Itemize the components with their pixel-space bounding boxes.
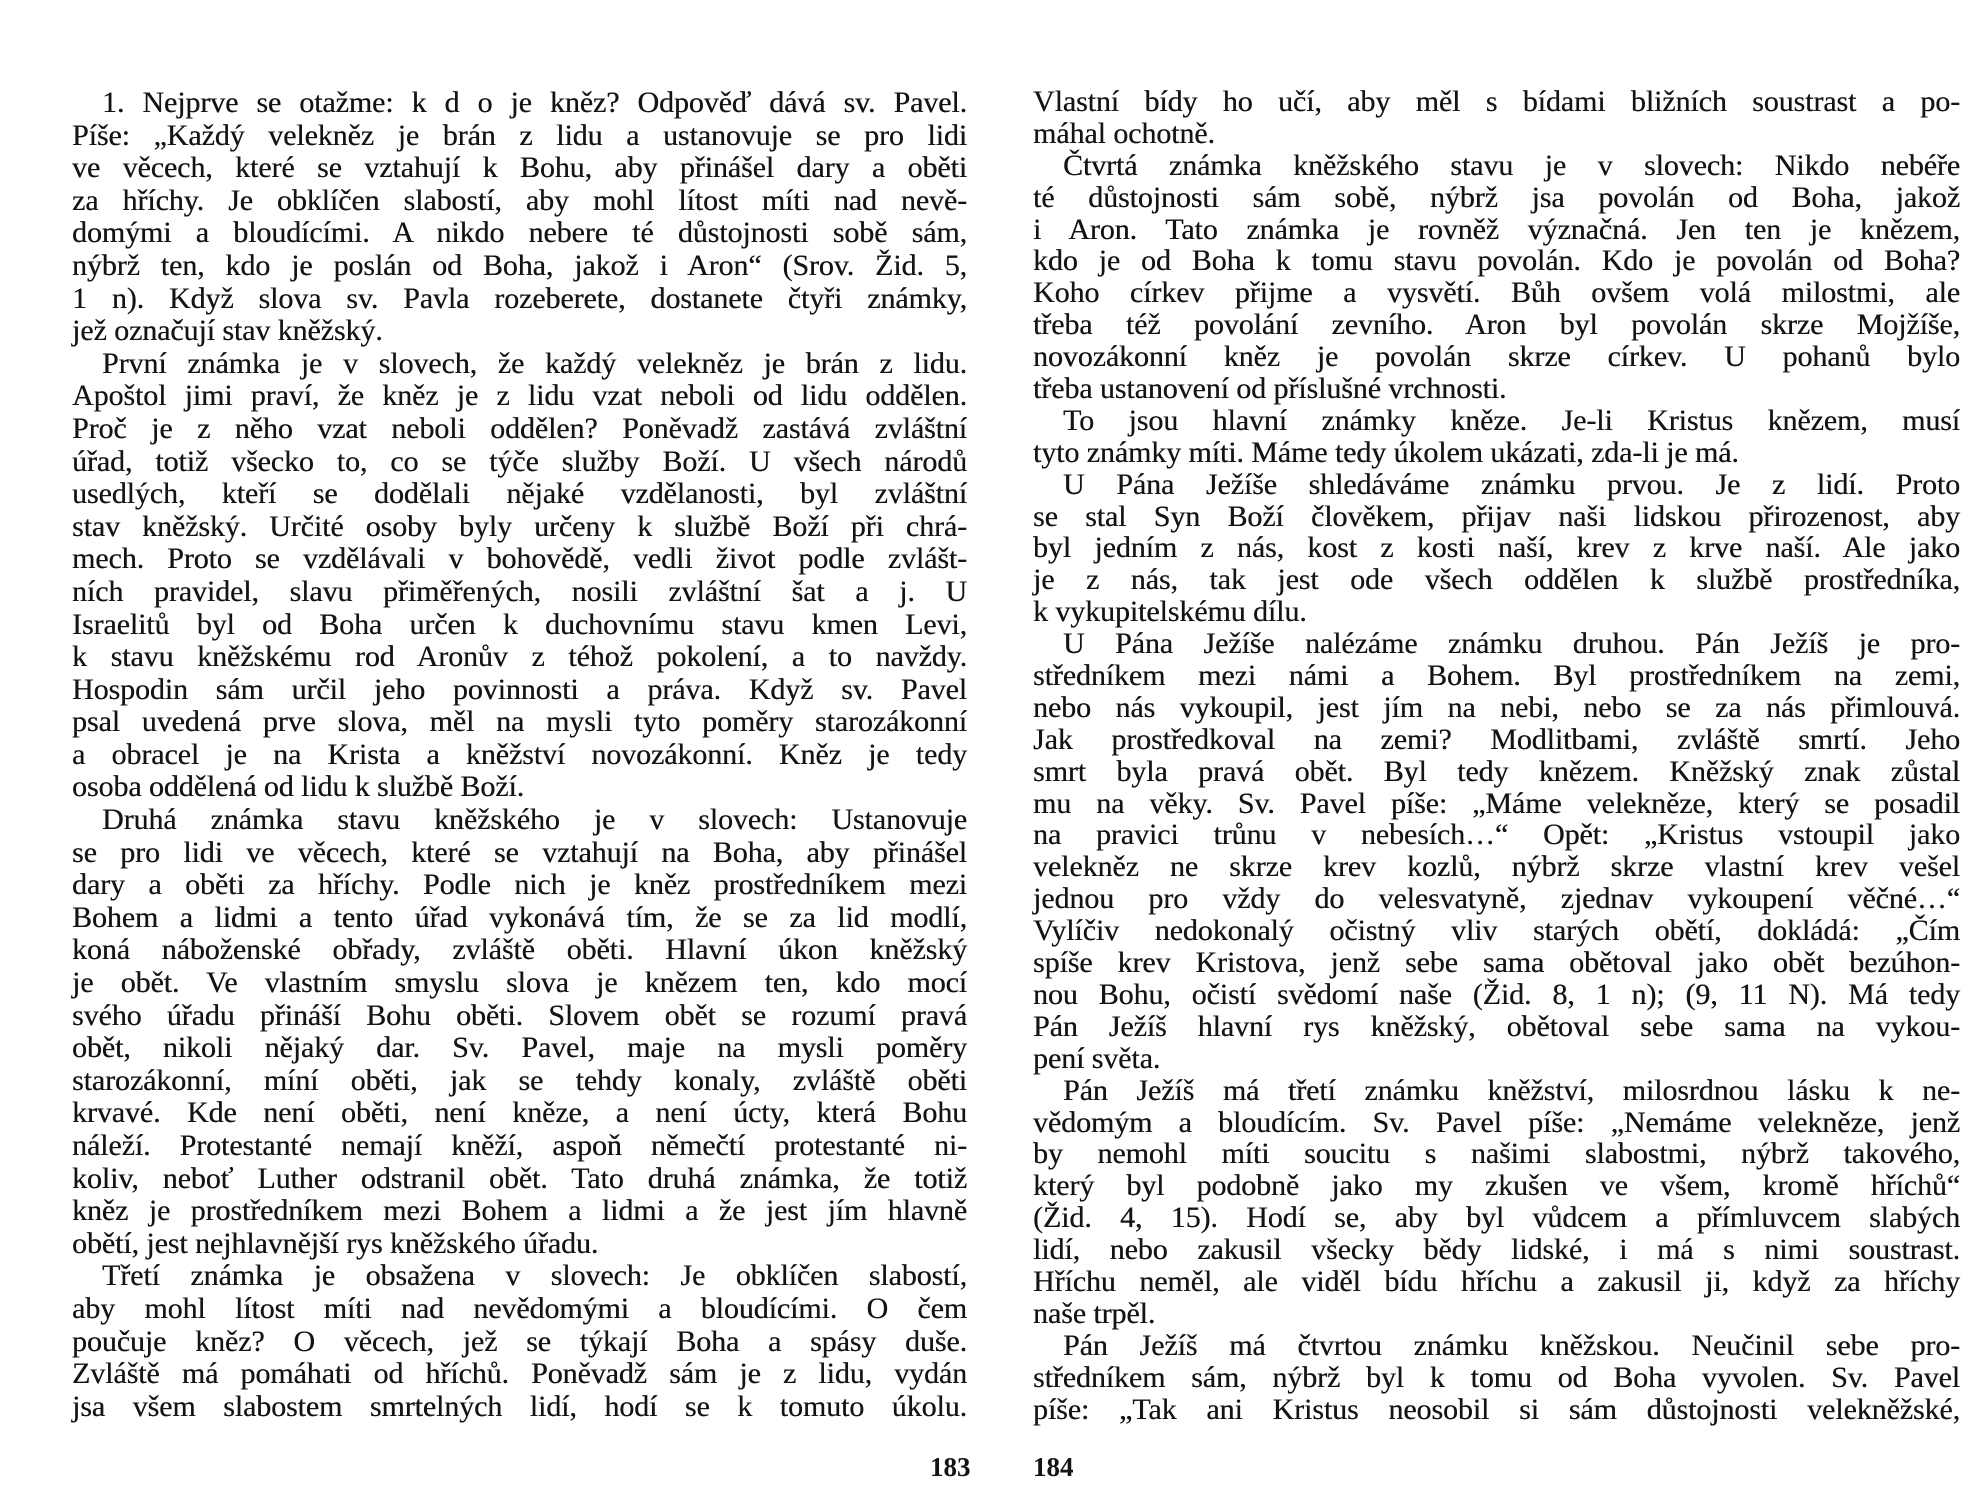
paragraph [1033,405,1960,469]
text-line: té důstojnosti sám sobě, nýbrž jsa povolán od Boha, jakož [1033,180,1960,214]
page-number-right: 184 [1033,1452,1074,1482]
text-line: píše: „Tak ani Kristus neosobil si sám důstojnosti velekněžské, [1033,1392,1960,1426]
text-line: 1 n). Když slova sv. Pavla rozeberete, dostanete čtyři známky, [72,281,967,315]
paragraph [1033,1075,1960,1330]
text-line: Hříchu neměl, ale viděl bídu hříchu a zakusil ji, když za hříchy [1033,1264,1960,1298]
text-line: Třetí známka je obsažena v slovech: Je obklíčen slabostí, [102,1259,967,1293]
text-line: krvavé. Kde není oběti, není kněze, a není úcty, která Bohu [72,1096,967,1130]
text-line: koná náboženské obřady, zvláště oběti. Hlavní úkon kněžský [72,933,967,967]
text-line: Apoštol jimi praví, že kněz je z lidu vzat neboli od lidu oddělen. [72,379,967,413]
text-line: domými a bloudícími. A nikdo nebere té důstojnosti sobě sám, [72,216,967,250]
text-line: je z nás, tak jest ode všech oddělen k službě prostředníka, [1033,563,1960,597]
text-line: První známka je v slovech, že každý velekněz je brán z lidu. [102,346,967,380]
text-line: jež označují stav kněžský. [72,314,383,348]
text-line: je obět. Ve vlastním smyslu slova je knězem ten, kdo mocí [72,966,967,1000]
text-line: kněz je prostředníkem mezi Bohem a lidmi a že jest jím hlavně [72,1194,967,1228]
text-line: obětí, jest nejhlavnější rys kněžského úřadu. [72,1226,599,1260]
text-line: Druhá známka stavu kněžského je v slovech: Ustanovuje [102,803,967,837]
text-line: Pán Ježíš hlavní rys kněžský, obětoval sebe sama na vykou- [1033,1009,1960,1043]
text-line: starozákonní, míní oběti, jak se tehdy konaly, zvláště oběti [72,1063,967,1097]
text-line: To jsou hlavní známky kněze. Je-li Kristus knězem, musí [1063,403,1960,437]
text-line: stav kněžský. Určité osoby byly určeny k službě Boží při chrá- [72,509,967,543]
text-line: jednou pro vždy do velesvatyně, zjednav vykoupení věčné…“ [1033,882,1960,916]
text-line: Bohem a lidmi a tento úřad vykonává tím, že se za lid modlí, [72,900,967,934]
text-line: svého úřadu přináší Bohu oběti. Slovem obět se rozumí pravá [72,998,967,1032]
paragraph [72,348,967,804]
text-line: třeba též povolání zevního. Aron byl povolán skrze Mojžíše, [1033,308,1960,342]
text-line: vědomým a bloudícím. Sv. Pavel píše: „Nemáme velekněze, jenž [1033,1105,1960,1139]
text-line: velekněz ne skrze krev kozlů, nýbrž skrze vlastní krev vešel [1033,850,1960,884]
text-line: máhal ochotně. [1033,116,1215,150]
text-line: na pravici trůnu v nebesích…“ Opět: „Kristus vstoupil jako [1033,818,1960,852]
text-line: Vlastní bídy ho učí, aby měl s bídami bližních soustrast a po- [1033,85,1960,118]
text-line: nebo nás vykoupil, jest jím na nebi, nebo se za nás přimlouvá. [1033,690,1960,724]
text-line: se stal Syn Boží člověkem, přijav naši lidskou přirozenost, aby [1033,499,1960,533]
text-line: i Aron. Tato známka je rovněž význačná. Jen ten je knězem, [1033,212,1960,246]
paragraph [1033,628,1960,1074]
text-line: ve věcech, které se vztahují k Bohu, aby přinášel dary a oběti [72,151,967,185]
text-line: Proč je z něho vzat neboli oddělen? Poněvadž zastává zvláštní [72,411,967,445]
text-line: lidí, nebo zakusil všecky bědy lidské, i má s nimi soustrast. [1033,1233,1960,1267]
text-line: ních pravidel, slavu přiměřených, nosili zvláštní šat a j. U [72,574,967,608]
text-line: Jak prostředkoval na zemi? Modlitbami, zvláště smrtí. Jeho [1033,722,1960,756]
text-line: spíše krev Kristova, jenž sebe sama obětoval jako obět bezúhon- [1033,946,1960,980]
text-line: Vylíčiv nedokonalý očistný vliv starých obětí, dokládá: „Čím [1033,914,1960,948]
paragraph [72,1260,967,1423]
text-line: U Pána Ježíše nalézáme známku druhou. Pán Ježíš je pro- [1063,627,1960,661]
text-line: k vykupitelskému dílu. [1033,595,1307,629]
text-line: obět, nikoli nějaký dar. Sv. Pavel, maje na mysli poměry [72,1031,967,1065]
text-line: 1. Nejprve se otažme: k d o je kněz? Odpověď dává sv. Pavel. [102,86,967,119]
text-line: Pán Ježíš má třetí známku kněžství, milosrdnou lásku k ne- [1063,1073,1960,1107]
text-line: usedlých, kteří se dodělali nějaké vzdělanosti, byl zvláštní [72,477,967,511]
text-line: dary a oběti za hříchy. Podle nich je kněz prostředníkem mezi [72,868,967,902]
text-line: novozákonní kněz je povolán skrze církev. U pohanů bylo [1033,340,1960,374]
text-line: (Žid. 4, 15). Hodí se, aby byl vůdcem a přímluvcem slabých [1033,1201,1960,1235]
text-line: Pán Ježíš má čtvrtou známku kněžskou. Neučinil sebe pro- [1063,1328,1960,1362]
text-line: nýbrž ten, kdo je poslán od Boha, jakož i Aron“ (Srov. Žid. 5, [72,248,967,282]
text-line: by nemohl míti soucitu s našimi slabostmi, nýbrž takového, [1033,1137,1960,1171]
paragraph [72,87,967,348]
paragraph [1033,150,1960,405]
text-line: kdo je od Boha k tomu stavu povolán. Kdo je povolán od Boha? [1033,244,1960,278]
text-line: poučuje kněz? O věcech, jež se týkají Boha a spásy duše. [72,1324,967,1358]
text-line: středníkem sám, nýbrž byl k tomu od Boha vyvolen. Sv. Pavel [1033,1360,1960,1394]
text-line: smrt byla pravá obět. Byl tedy knězem. Kněžský znak zůstal [1033,754,1960,788]
text-line: aby mohl lítost míti nad nevědomými a bloudícími. O čem [72,1291,967,1325]
text-line: a obracel je na Krista a kněžství novozákonní. Kněz je tedy [72,737,967,771]
text-line: Hospodin sám určil jeho povinnosti a práva. Když sv. Pavel [72,672,967,706]
text-line: Píše: „Každý velekněz je brán z lidu a ustanovuje se pro lidi [72,118,967,152]
right-page-text [1033,86,1960,1425]
text-line: U Pána Ježíše shledáváme známku prvou. Je z lidí. Proto [1063,467,1960,501]
paragraph [1033,1330,1960,1426]
text-line: za hříchy. Je obklíčen slabostí, aby mohl lítost míti nad nevě- [72,183,967,217]
paragraph [72,804,967,1260]
text-line: osoba oddělená od lidu k službě Boží. [72,770,525,804]
text-line: pení světa. [1033,1041,1161,1075]
text-line: byl jedním z nás, kost z kosti naší, krev z krve naší. Ale jako [1033,531,1960,565]
text-line: náleží. Protestanté nemají kněží, aspoň němečtí protestanté ni- [72,1129,967,1162]
left-page-text [72,87,967,1423]
text-line: jsa všem slabostem smrtelných lidí, hodí se k tomuto úkolu. [72,1389,967,1423]
paragraph [1033,86,1960,150]
text-line: třeba ustanovení od příslušné vrchnosti. [1033,372,1507,406]
text-line: úřad, totiž všecko to, co se týče služby Boží. U všech národů [72,444,967,478]
text-line: mu na věky. Sv. Pavel píše: „Máme velekněze, který se posadil [1033,786,1960,820]
text-line: mech. Proto se vzdělávali v bohovědě, vedli život podle zvlášt- [72,542,967,576]
text-line: koliv, neboť Luther odstranil obět. Tato druhá známka, že totiž [72,1161,967,1195]
text-line: středníkem mezi námi a Bohem. Byl prostředníkem na zemi, [1033,659,1960,693]
text-line: se pro lidi ve věcech, které se vztahují na Boha, aby přinášel [72,835,967,869]
text-line: naše trpěl. [1033,1296,1156,1330]
page-number-left: 183 [930,1452,971,1482]
text-line: Israelitů byl od Boha určen k duchovnímu stavu kmen Levi, [72,607,967,641]
text-line: Zvláště má pomáhati od hříchů. Poněvadž sám je z lidu, vydán [72,1357,967,1391]
text-line: který byl podobně jako my zkušen ve všem, kromě hříchů“ [1033,1169,1960,1203]
paragraph [1033,469,1960,628]
text-line: k stavu kněžskému rod Aronův z téhož pokolení, a to navždy. [72,640,967,674]
text-line: tyto známky míti. Máme tedy úkolem ukázati, zda-li je má. [1033,435,1739,469]
text-line: psal uvedená prve slova, měl na mysli tyto poměry starozákonní [72,705,967,739]
text-line: Koho církev přijme a vysvětí. Bůh ovšem volá milostmi, ale [1033,276,1960,310]
text-line: nou Bohu, očistí svědomí naše (Žid. 8, 1 n); (9, 11 N). Má tedy [1033,977,1960,1011]
text-line: Čtvrtá známka kněžského stavu je v slovech: Nikdo nebéře [1063,148,1960,182]
